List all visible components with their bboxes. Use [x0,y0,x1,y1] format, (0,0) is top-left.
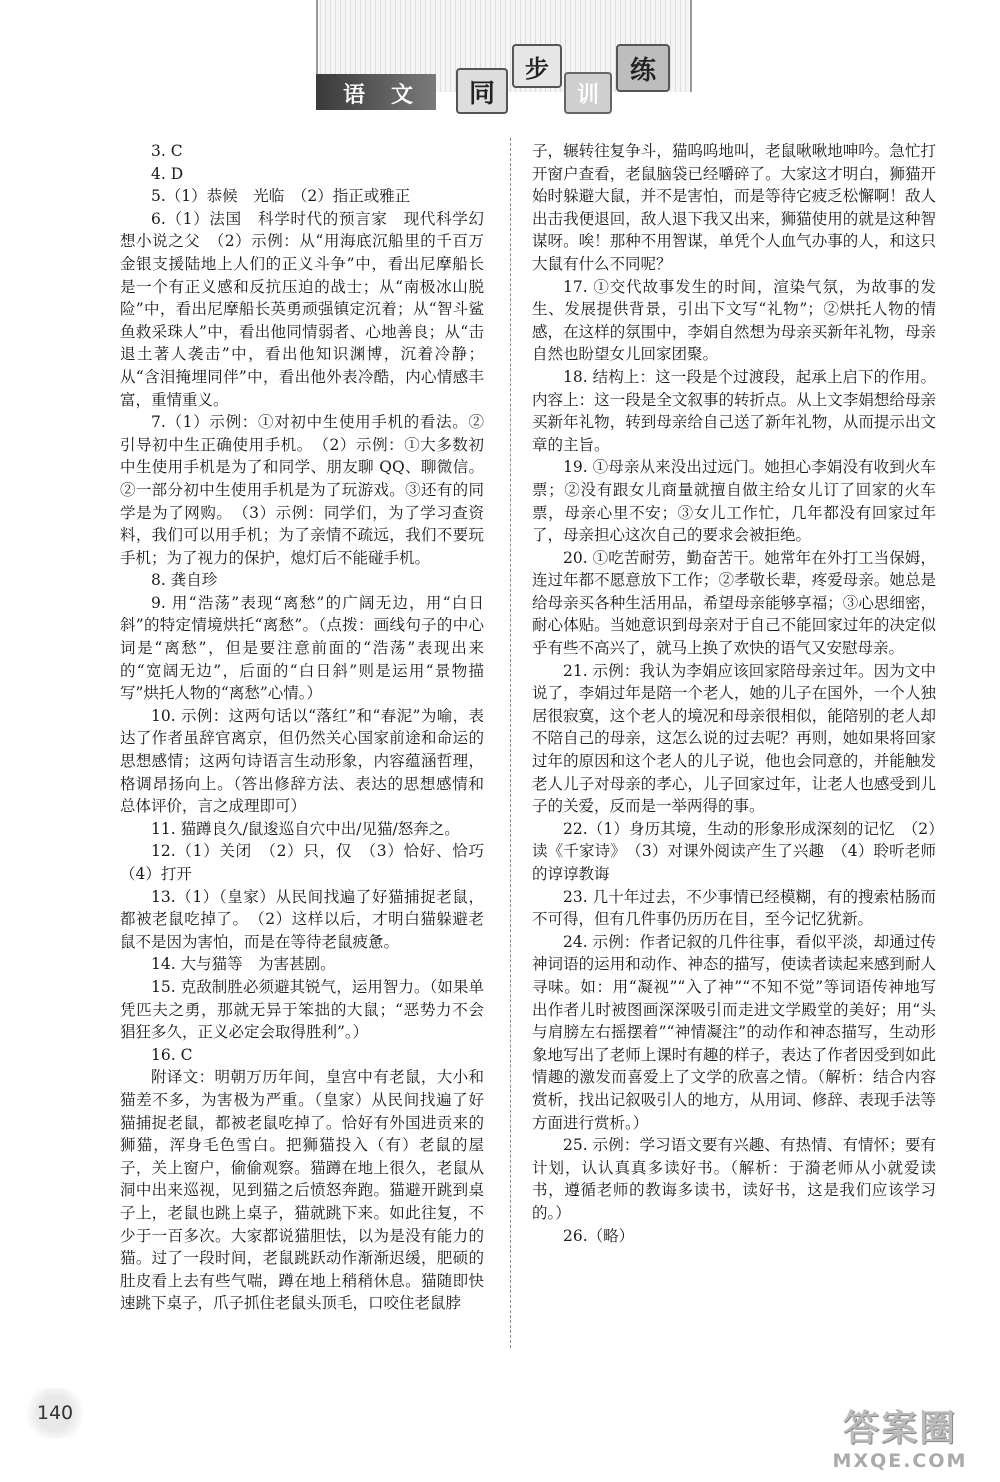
subject-banner [316,0,688,118]
answer-17: 17. ①交代故事发生的时间，渲染气氛，为故事的发生、发展提供背景，引出下文写“礼物”；②烘托人物的情感，在这样的氛围中，李娟自然想为母亲买新年礼物，母亲自然也盼望女儿回家团聚。 [532,277,936,364]
answer-20: 20. ①吃苦耐劳，勤奋苦干。她常年在外打工当保姆，连过年都不愿意放下工作；②孝敬长辈，疼爱母亲。她总是给母亲买各种生活用品，希望母亲能够享福；③心思细密，耐心体贴。当她意识到母亲对于自己不能回家过年的决定似乎有些不高兴了，就马上换了欢快的语气又安慰母亲。 [532,548,936,658]
answer-10: 10. 示例：这两句话以“落红”和“春泥”为喻，表达了作者虽辞官离京，但仍然关心国家前途和命运的思想感情；这两句诗语言生动形象，内容蕴涵哲理，格调昂扬向上。（答出修辞方法、表达的思想感情和总体评价，言之成理即可） [120,706,484,816]
answer-11: 11. 猫蹲良久/鼠逡巡自穴中出/见猫/怒奔之。 [151,819,460,838]
translation-continued: 子，辗转往复争斗，猫呜呜地叫，老鼠啾啾地呻吟。急忙打开窗户查看，老鼠脑袋已经嚼碎了。大家这才明白，狮猫开始时躲避大鼠，并不是害怕，而是等待它疲乏松懈啊！敌人出击我便退回，敌人退下我又出来，狮猫使用的就是这种智谋呀。唉！那种不用智谋，单凭个人血气办事的人，和这只大鼠有什么不同呢？ [532,142,936,273]
answer-26: 26.（略） [563,1226,635,1245]
watermark-url: MXQE.COM [832,1450,968,1472]
answer-4: 4. D [151,164,184,183]
answer-19: 19. ①母亲从来没出过远门。她担心李娟没有收到火车票；②没有跟女儿商量就擅自做主给女儿订了回家的火车票，母亲心里不安；③女儿工作忙，几年都没有回家过年了，母亲担心这次自己的要求会被拒绝。 [532,458,936,545]
answer-23: 23. 几十年过去，不少事情已经模糊，有的搜索枯肠而不可得，但有几件事仍历历在目，至今记忆犹新。 [532,887,936,929]
answer-15: 15. 克敌制胜必须避其锐气，运用智力。（如果单凭匹夫之勇，那就无异于笨拙的大鼠；“恶势力不会猖狂多久，正义必定会取得胜利”。） [120,977,484,1042]
watermark-logo: 答案圈 [842,1407,957,1449]
answer-21: 21. 示例：我认为李娟应该回家陪母亲过年。因为文中说了，李娟过年是陪一个老人，她的儿子在国外，一个人独居很寂寞，这个老人的境况和母亲很相似，能陪别的老人却不陪自己的母亲，这怎么说的过去呢？再则，她如果将回家过年的原因和这个老人的儿子说，他也会同意的，并能触发老人儿子对母亲的孝心，儿子回家过年，让老人也感受到儿子的关爱，反而是一举两得的事。 [532,661,936,816]
answer-12: 12.（1）关闭 （2）只，仅 （3）恰好、恰巧 （4）打开 [120,842,500,883]
banner-char-xun: 训 [564,72,612,114]
answer-5: 5.（1）恭候 光临 （2）指正或雅正 [151,187,411,206]
answer-25: 25. 示例：学习语文要有兴趣、有热情、有情怀；要有计划，认认真真多读好书。（解析：于漪老师从小就爱读书，遵循老师的教诲多读书，读好书，这是我们应该学习的。） [532,1136,936,1222]
column-divider [510,138,511,1348]
answers-right-column [532,140,936,1247]
answer-13: 13.（1）（皇家）从民间找遍了好猫捕捉老鼠，都被老鼠吃掉了。 （2）这样以后，才明白猫躲避老鼠不是因为害怕，而是在等待老鼠疲惫。 [120,887,484,951]
banner-char-lian: 练 [616,44,670,92]
answer-16: 16. C [151,1045,193,1064]
banner-dark-block [316,74,436,110]
answer-8: 8. 龚自珍 [151,571,218,590]
answer-3: 3. C [151,142,183,160]
answer-9: 9. 用“浩荡”表现“离愁”的广阔无边，用“白日斜”的特定情境烘托“离愁”。（点拨：画线句子的中心词是“离愁”，但是要注意前面的“浩荡”表现出来的“宽阔无边”，后面的“白日斜”则是运用“景物描写”烘托人物的“离愁”心情。） [120,593,484,703]
answer-7: 7.（1）示例：①对初中生使用手机的看法。②引导初中生正确使用手机。 （2）示例：①大多数初中生使用手机是为了和同学、朋友聊 QQ、聊微信。②一部分初中生使用手机是为了玩游戏。③还有的同学是为了网购。 （3）示例：同学们，为了学习查资料，我们可以用手机；为了亲情不疏远，我们不要玩手机；为了视力的保护，熄灯后不能碰手机。 [120,413,484,567]
page-number: 140 [20,1388,90,1438]
banner-char-tong: 同 [456,68,508,114]
banner-char-bu: 步 [512,44,562,88]
translation-text: 附译文：明朝万历年间，皇宫中有老鼠，大小和猫差不多，为害极为严重。（皇家）从民间找遍了好猫捕捉老鼠，都被老鼠吃掉了。恰好有外国进贡来的狮猫，浑身毛色雪白。把狮猫投入（有）老鼠的屋子，关上窗户，偷偷观察。猫蹲在地上很久，老鼠从洞中出来巡视，见到猫之后愤怒奔跑。猫避开跳到桌子上，老鼠也跳上桌子，猫就跳下来。如此往复，不少于一百多次。大家都说猫胆怯，以为是没有能力的猫。过了一段时间，老鼠跳跃动作渐渐迟缓，肥硕的肚皮看上去有些气喘，蹲在地上稍稍休息。猫随即快速跳下桌子，爪子抓住老鼠头顶毛，口咬住老鼠脖 [120,1068,484,1313]
answers-left-column [120,140,500,1315]
answer-14: 14. 大与猫等 为害甚剧。 [151,955,336,974]
banner-char-wen: 文 [390,82,413,108]
answer-24: 24. 示例：作者记叙的几件往事，看似平淡，却通过传神词语的运用和动作、神态的描写，使读者读起来感到耐人寻味。如：用“凝视”“入了神”“不知不觉”等词语传神地写出作者儿时被图画深深吸引而走进文学殿堂的美好；用“头与肩膀左右摇摆着”“神情凝注”的动作和神态描写，生动形象地写出了老师上课时有趣的样子，表达了作者因受到如此情趣的激发而喜爱上了文学的欣喜之情。（解析：结合内容赏析，找出记叙吸引人的地方，从用词、修辞、表现手法等方面进行赏析。） [532,932,936,1132]
watermark [812,1400,988,1476]
answer-18: 18. 结构上：这一段是个过渡段，起承上启下的作用。内容上：这一段是全文叙事的转折点。从上文李娟想给母亲买新年礼物，转到母亲给自己送了新年礼物，从而提示出文章的主旨。 [532,367,936,454]
banner-char-yu: 语 [342,82,365,108]
answer-22: 22.（1）身历其境，生动的形象形成深刻的记忆 （2）读《千家诗》 （3）对课外阅读产生了兴趣 （4）聆听老师的谆谆教诲 [532,819,936,883]
answer-6: 6.（1）法国 科学时代的预言家 现代科学幻想小说之父 （2）示例：从“用海底沉船里的千百万金银支援陆地上人们的正义斗争”中，看出尼摩船长是一个有正义感和反抗压迫的战士；从“南极冰山脱险”中，看出尼摩船长英勇顽强镇定沉着；从“智斗鲨鱼救采珠人”中，看出他同情弱者、心地善良；从“击退土著人袭击”中，看出他知识渊博，沉着冷静；从“含泪掩埋同伴”中，看出他外表冷酷，内心情感丰富，重情重义。 [120,209,484,409]
